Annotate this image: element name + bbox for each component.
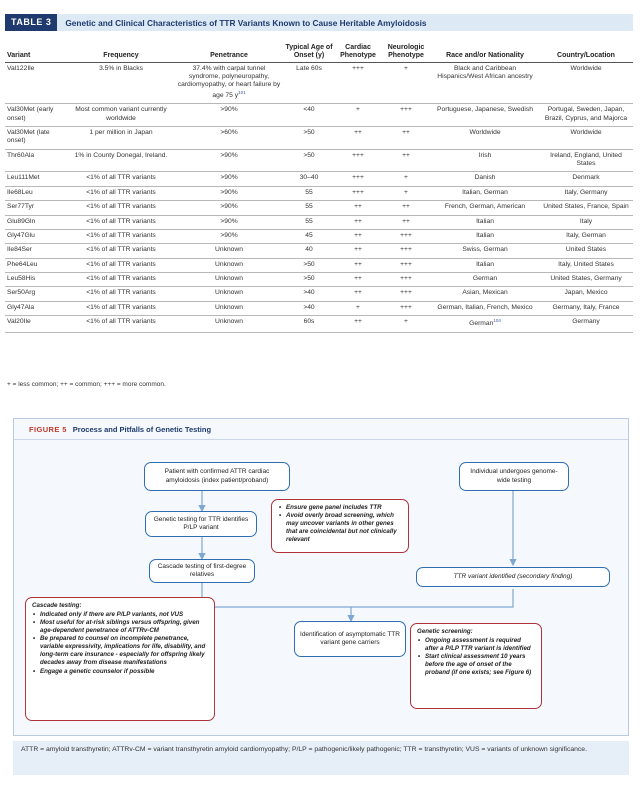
cell-onset-text: >40 [303,303,315,311]
cell-penetrance [175,301,283,315]
cell-variant-text: Glu89Gln [7,217,36,225]
cell-race-text: German [472,275,498,283]
cell-neuro-text: ++ [402,203,410,211]
cell-onset-text: >50 [303,128,315,136]
col-frequency: Frequency [67,36,175,62]
table-row [5,316,633,333]
reference-superscript: 104 [493,318,501,324]
cell-frequency-text: <1% of all TTR variants [86,303,156,311]
cell-neuro-text: +++ [400,289,412,297]
figure-caption-title: Process and Pitfalls of Genetic Testing [72,425,212,434]
cell-variant [5,258,67,272]
cell-frequency [67,287,175,301]
index-patient-box: Patient with confirmed ATTR cardiac amyloidosis (index patient/proband) [144,462,290,491]
cell-penetrance-text: >90% [220,217,238,225]
cell-penetrance-text: Unknown [215,275,243,283]
cell-penetrance-text: Unknown [215,303,243,311]
reference-superscript: 101 [238,89,246,95]
col-variant: Variant [5,36,67,62]
cascade-note [25,597,215,721]
secondary-finding-box: TTR variant identified (secondary finding) [416,567,610,587]
cell-country-text: Worldwide [570,64,602,72]
cell-country [539,186,633,200]
cell-penetrance [175,215,283,229]
cell-variant-text: Leu58His [7,275,36,283]
table-row [5,126,633,149]
cell-cardiac [335,149,381,172]
cell-penetrance-text: >60% [220,128,238,136]
table-row [5,258,633,272]
cell-frequency [67,258,175,272]
cell-frequency [67,273,175,287]
table-row [5,273,633,287]
figure-5 [13,418,629,736]
cell-onset [283,273,335,287]
cell-country [539,301,633,315]
table-title: Genetic and Clinical Characteristics of TTR Variants Known to Cause Heritable Amyloidosis [65,17,427,28]
bullet-item: • Most useful for at-risk siblings versus offspring, given age-dependent penetrance of ATTRv-CM [32,619,208,635]
cell-neuro-text: +++ [400,106,412,114]
cell-country-text: Denmark [572,174,600,182]
cell-frequency [67,104,175,127]
cell-race-text: Asian, Mexican [462,289,508,297]
cell-cardiac [335,104,381,127]
cell-cardiac [335,201,381,215]
cell-penetrance [175,126,283,149]
cell-neuro [381,229,431,243]
cell-penetrance-text: Unknown [215,318,243,326]
cell-country [539,287,633,301]
cell-neuro-text: +++ [400,260,412,268]
cell-race [431,62,539,104]
cell-onset [283,62,335,104]
cell-penetrance-text: >90% [220,231,238,239]
cell-frequency-text: <1% of all TTR variants [86,231,156,239]
cell-cardiac-text: + [356,303,360,311]
cell-penetrance [175,186,283,200]
cell-neuro-text: +++ [400,275,412,283]
table-label: TABLE 3 [5,14,57,31]
cell-cardiac-text: ++ [354,275,362,283]
cell-frequency [67,62,175,104]
cell-neuro-text: ++ [402,217,410,225]
cell-country-text: United States [565,246,607,254]
cell-country [539,258,633,272]
cell-cardiac-text: ++ [354,246,362,254]
cell-race-text: Italian [476,260,494,268]
cell-frequency-text: 1 per million in Japan [89,128,153,136]
cell-neuro [381,258,431,272]
cell-penetrance-text: Unknown [215,289,243,297]
cell-variant-text: Val122Ile [7,64,35,72]
cell-race-text: Italian [476,217,494,225]
cell-onset [283,172,335,186]
cell-frequency-text: <1% of all TTR variants [86,203,156,211]
table-row [5,201,633,215]
cell-race [431,215,539,229]
cell-frequency-text: <1% of all TTR variants [86,174,156,182]
cell-variant [5,126,67,149]
cell-penetrance [175,62,283,104]
cell-race-text: Black and Caribbean Hispanics/West African ancestry [437,64,533,80]
cell-penetrance [175,149,283,172]
cell-race [431,244,539,258]
cell-race-text: German, Italian, French, Mexico [437,303,533,311]
cell-neuro-text: + [404,318,408,326]
cell-neuro [381,301,431,315]
cell-penetrance-text: Unknown [215,260,243,268]
cell-penetrance-text: >90% [220,188,238,196]
table-row [5,104,633,127]
genome-wide-box: Individual undergoes genome-wide testing [459,462,569,491]
cell-onset [283,215,335,229]
bullet-item: • Engage a genetic counselor if possible [32,668,208,676]
cell-race [431,201,539,215]
gene-panel-note [271,499,409,553]
cell-country-text: United States, Germany [550,275,622,283]
cell-neuro-text: ++ [402,128,410,136]
table-row [5,186,633,200]
identification-box: Identification of asymptomatic TTR variant gene carriers [294,621,406,657]
cell-neuro-text: +++ [400,303,412,311]
cell-variant [5,316,67,333]
cell-onset [283,244,335,258]
bullet-item: • Ensure gene panel includes TTR [278,504,402,512]
screening-note-heading: Genetic screening: [417,628,473,635]
cell-frequency-text: <1% of all TTR variants [86,275,156,283]
cell-frequency [67,149,175,172]
cell-neuro [381,287,431,301]
cell-cardiac [335,215,381,229]
cell-variant [5,244,67,258]
cell-cardiac-text: ++ [354,318,362,326]
cell-variant-text: Val20Ile [7,318,31,326]
cell-variant-text: Val30Met (early onset) [7,106,54,122]
cell-frequency [67,316,175,333]
cell-neuro-text: + [404,188,408,196]
cell-frequency [67,229,175,243]
cell-country [539,149,633,172]
cell-race-text: German [469,320,494,328]
cell-country [539,126,633,149]
cell-frequency-text: <1% of all TTR variants [86,188,156,196]
cell-cardiac [335,126,381,149]
cell-frequency-text: 1% in County Donegal, Ireland. [74,151,168,159]
table-row [5,244,633,258]
cell-variant-text: Gly47Glu [7,231,35,239]
cell-country [539,316,633,333]
cell-variant [5,273,67,287]
cell-penetrance-text: >90% [220,106,238,114]
table-row [5,172,633,186]
cell-country-text: Italy [579,217,593,225]
cell-neuro [381,186,431,200]
cell-cardiac [335,258,381,272]
cell-onset [283,316,335,333]
cell-race [431,258,539,272]
cell-frequency-text: <1% of all TTR variants [86,289,156,297]
cell-penetrance-text: >90% [220,174,238,182]
cell-country-text: Italy, United States [558,260,614,268]
screening-note [410,623,542,709]
cell-variant-text: Thr60Ala [7,151,35,159]
cell-variant-text: Val30Met (late onset) [7,128,50,145]
cell-onset [283,258,335,272]
cell-cardiac-text: +++ [352,174,364,182]
cell-frequency [67,301,175,315]
cell-onset [283,149,335,172]
cell-cardiac-text: +++ [352,64,364,72]
cell-variant [5,149,67,172]
cell-penetrance [175,273,283,287]
cell-country-text: Italy, Germany [564,188,608,196]
cell-onset [283,126,335,149]
cell-country [539,244,633,258]
cell-cardiac-text: +++ [352,151,364,159]
cell-onset-text: 60s [303,318,315,326]
cell-race [431,316,539,333]
cell-country [539,215,633,229]
cell-race-text: Danish [474,174,496,182]
cell-variant [5,287,67,301]
cell-race [431,186,539,200]
cell-variant [5,229,67,243]
cell-cardiac-text: ++ [354,128,362,136]
cell-race-text: Italian, German [462,188,508,196]
cell-frequency [67,201,175,215]
cell-neuro [381,244,431,258]
bullet-item: • Start clinical assessment 10 years before the age of onset of the proband (if one exists; see Figure 6) [417,653,535,677]
cell-race [431,301,539,315]
cell-frequency [67,186,175,200]
cell-country [539,229,633,243]
cell-race-text: French, German, American [444,203,526,211]
cell-cardiac [335,186,381,200]
cascade-note-heading: Cascade testing: [32,602,82,609]
table-row [5,287,633,301]
cell-onset [283,301,335,315]
cell-onset [283,104,335,127]
cell-neuro [381,172,431,186]
cell-penetrance [175,244,283,258]
figure-caption: ATTR = amyloid transthyretin; ATTRv-CM = variant transthyretin amyloid cardiomyopathy; P/LP = pathogenic/likely pathogenic; TTR = transthyretin; VUS = variants of unknown significance. [13,741,629,775]
figure-number: FIGURE 5 [29,425,67,434]
cell-country-text: Portugal, Sweden, Japan, Brazil, Cyprus, and Majorca [544,106,628,122]
cell-frequency [67,215,175,229]
cell-country-text: Germany [572,318,600,326]
genetic-testing-box: Genetic testing for TTR identifies P/LP variant [145,511,257,537]
cell-onset [283,201,335,215]
cascade-note-list [32,611,208,676]
cell-variant [5,201,67,215]
col-country: Country/Location [539,36,633,62]
cell-frequency-text: <1% of all TTR variants [86,318,156,326]
gene-panel-list [278,504,402,544]
cell-cardiac-text: ++ [354,231,362,239]
cell-frequency-text: 3.5% in Blacks [99,64,143,72]
cell-race-text: Portuguese, Japanese, Swedish [437,106,533,114]
bullet-item: • Ongoing assessment is required after a P/LP TTR variant is identified [417,637,535,653]
cell-penetrance-text: 37.4% with carpal tunnel syndrome, polyneuropathy, cardiomyopathy, or heart failure by age 75 y [177,64,281,99]
cell-cardiac-text: ++ [354,289,362,297]
cell-race [431,229,539,243]
cell-neuro-text: +++ [400,246,412,254]
cell-onset-text: 30–40 [299,174,319,182]
cell-penetrance [175,201,283,215]
cell-cardiac [335,316,381,333]
cell-onset [283,186,335,200]
cell-country [539,273,633,287]
cell-race-text: Italian [476,231,494,239]
cell-penetrance [175,229,283,243]
cell-country [539,201,633,215]
cell-frequency [67,172,175,186]
cell-cardiac-text: ++ [354,217,362,225]
cell-frequency [67,244,175,258]
cell-variant [5,104,67,127]
col-race: Race and/or Nationality [431,36,539,62]
cell-country-text: Worldwide [570,128,602,136]
cell-variant-text: Ser50Arg [7,289,36,297]
cascade-testing-box: Cascade testing of first-degree relatives [149,559,255,583]
cell-onset [283,287,335,301]
cell-cardiac-text: + [356,106,360,114]
table-title-bar [5,14,633,31]
cell-race [431,104,539,127]
cell-neuro [381,215,431,229]
cell-variant [5,301,67,315]
cell-penetrance [175,287,283,301]
cell-neuro-text: +++ [400,231,412,239]
col-onset: Typical Age of Onset (y) [283,36,335,62]
cell-country-text: Japan, Mexico [564,289,608,297]
cell-onset-text: >50 [303,275,315,283]
cell-neuro-text: + [404,64,408,72]
cell-cardiac-text: ++ [354,203,362,211]
cell-penetrance [175,258,283,272]
cell-variant-text: Leu111Met [7,174,40,182]
table-row [5,149,633,172]
col-neuro: Neurologic Phenotype [381,36,431,62]
cell-neuro [381,126,431,149]
cell-neuro [381,273,431,287]
cell-variant [5,172,67,186]
col-cardiac: Cardiac Phenotype [335,36,381,62]
cell-cardiac [335,301,381,315]
cell-cardiac [335,62,381,104]
cell-frequency-text: Most common variant currently worldwide [75,106,167,122]
table-row [5,229,633,243]
cell-country-text: Germany, Italy, France [552,303,620,311]
cell-neuro [381,104,431,127]
cell-cardiac [335,229,381,243]
cell-cardiac [335,287,381,301]
cell-variant-text: Ile84Ser [7,246,32,254]
ttr-variants-table [5,36,633,333]
cell-onset-text: >50 [303,151,315,159]
table-row [5,62,633,104]
table-row [5,215,633,229]
cell-onset-text: >50 [303,260,315,268]
cell-race [431,273,539,287]
cell-race [431,172,539,186]
cell-penetrance [175,316,283,333]
bullet-item: • Be prepared to counsel on incomplete penetrance, variable expressivity, implications for life, disability, and long-term care insurance - especially for offspring likely decades away from disease manifestations [32,635,208,667]
cell-frequency-text: <1% of all TTR variants [86,260,156,268]
cell-neuro [381,149,431,172]
bullet-item: • Indicated only if there are P/LP variants, not VUS [32,611,208,619]
cell-frequency-text: <1% of all TTR variants [86,217,156,225]
cell-country-text: Ireland, England, United States [550,151,622,168]
cell-cardiac-text: ++ [354,260,362,268]
screening-note-list [417,637,535,677]
cell-variant [5,62,67,104]
cell-variant-text: Gly47Ala [7,303,35,311]
bullet-item: • Avoid overly broad screening, which may uncover variants in other genes that are coincidental but not clinically relevant [278,512,402,544]
cell-variant-text: Ser77Tyr [7,203,35,211]
cell-onset-text: 45 [305,231,313,239]
cell-country [539,104,633,127]
cell-onset-text: >40 [303,289,315,297]
cell-neuro [381,316,431,333]
cell-onset-text: 55 [305,217,313,225]
cell-cardiac [335,244,381,258]
cell-race-text: Swiss, German [462,246,508,254]
cell-frequency [67,126,175,149]
cell-neuro [381,62,431,104]
cell-penetrance [175,104,283,127]
cell-cardiac [335,172,381,186]
cell-onset [283,229,335,243]
table-row [5,301,633,315]
cell-onset-text: 55 [305,203,313,211]
cell-country-text: Italy, German [566,231,606,239]
cell-variant-text: Phe64Leu [7,260,38,268]
cell-country [539,172,633,186]
col-penetrance: Penetrance [175,36,283,62]
cell-penetrance-text: >90% [220,203,238,211]
cell-race-text: Irish [478,151,492,159]
table-footnote: + = less common; ++ = common; +++ = more common. [7,381,166,388]
cell-country [539,62,633,104]
cell-country-text: United States, France, Spain [543,203,629,211]
cell-neuro [381,201,431,215]
table-header-row [5,36,633,62]
cell-neuro-text: ++ [402,151,410,159]
cell-frequency-text: <1% of all TTR variants [86,246,156,254]
cell-penetrance-text: >90% [220,151,238,159]
cell-penetrance [175,172,283,186]
cell-onset-text: Late 60s [296,64,322,72]
cell-race [431,287,539,301]
cell-variant-text: Ile68Leu [7,188,33,196]
cell-variant [5,215,67,229]
cell-penetrance-text: Unknown [215,246,243,254]
cell-onset-text: 55 [305,188,313,196]
cell-race [431,149,539,172]
cell-cardiac [335,273,381,287]
cell-neuro-text: + [404,174,408,182]
cell-onset-text: 40 [305,246,313,254]
cell-cardiac-text: +++ [352,188,364,196]
cell-race [431,126,539,149]
cell-race-text: Worldwide [469,128,501,136]
cell-variant [5,186,67,200]
cell-onset-text: <40 [303,106,315,114]
